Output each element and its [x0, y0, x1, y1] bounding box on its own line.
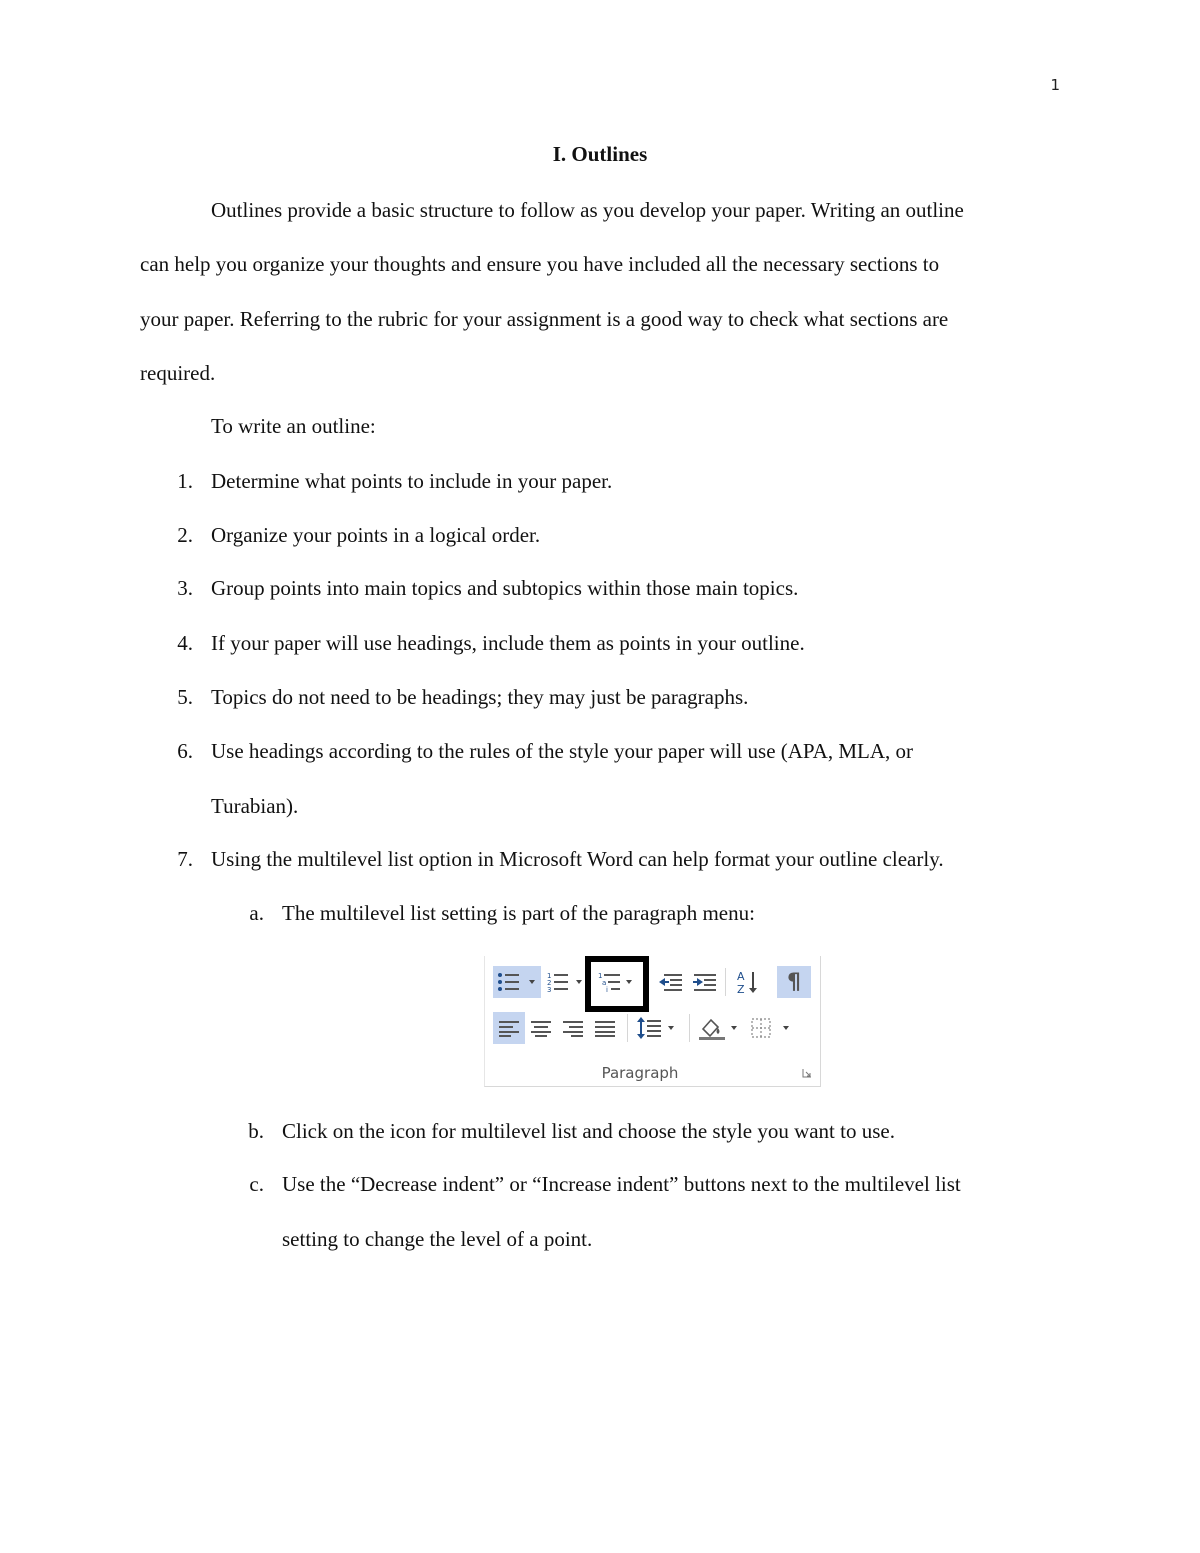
svg-text:1: 1 [598, 972, 603, 980]
sort-icon [734, 969, 760, 995]
justify-icon [594, 1019, 616, 1037]
increase-indent-button[interactable] [689, 966, 721, 998]
list-item-number: 5. [177, 685, 193, 709]
decrease-indent-icon [658, 970, 684, 994]
align-left-button[interactable] [493, 1012, 525, 1044]
ribbon-separator [689, 1014, 690, 1042]
lead-in: To write an outline: [211, 414, 376, 438]
show-hide-marks-button[interactable] [777, 966, 811, 998]
bullets-icon [496, 970, 538, 994]
section-heading: I. Outlines [552, 142, 648, 166]
ribbon-separator [725, 968, 726, 996]
align-right-icon [562, 1019, 584, 1037]
list-item-number: 3. [177, 576, 193, 600]
list-item-number: 1. [177, 469, 193, 493]
svg-text:3: 3 [547, 986, 552, 994]
sort-button[interactable] [731, 966, 763, 998]
center-button[interactable] [525, 1012, 557, 1044]
borders-button[interactable] [747, 1012, 795, 1044]
sublist-item-letter: b. [248, 1119, 264, 1143]
shading-icon [697, 1015, 741, 1041]
sort-glyph-a: A [737, 970, 745, 983]
line-spacing-button[interactable] [633, 1012, 681, 1044]
numbering-icon [546, 970, 584, 994]
intro-line: your paper. Referring to the rubric for your assignment is a good way to check what sections are [140, 307, 949, 331]
list-item-number: 2. [177, 523, 193, 547]
sort-glyph-z: Z [737, 983, 745, 995]
list-item-number: 7. [177, 847, 193, 871]
svg-text:a: a [602, 979, 607, 987]
list-item: Use headings according to the rules of the style your paper will use (APA, MLA, or [211, 739, 913, 763]
sublist-item: The multilevel list setting is part of the paragraph menu: [282, 901, 755, 925]
list-item: Organize your points in a logical order. [211, 523, 541, 547]
numbering-button[interactable] [545, 966, 585, 998]
sublist-item-letter: a. [249, 901, 264, 925]
ribbon-group-label: Paragraph [601, 1064, 679, 1082]
intro-line: required. [140, 361, 216, 385]
sublist-item-letter: c. [249, 1172, 264, 1196]
decrease-indent-button[interactable] [655, 966, 687, 998]
list-item: Using the multilevel list option in Microsoft Word can help format your outline clearly. [211, 847, 944, 871]
justify-button[interactable] [589, 1012, 621, 1044]
align-left-icon [498, 1019, 520, 1037]
list-item-number: 6. [177, 739, 193, 763]
list-item: Topics do not need to be headings; they may just be paragraphs. [211, 685, 749, 709]
svg-text:2: 2 [547, 979, 552, 987]
intro-line: can help you organize your thoughts and ensure you have included all the necessary sections to [140, 252, 940, 276]
list-item: Group points into main topics and subtopics within those main topics. [211, 576, 799, 600]
sublist-item: Use the “Decrease indent” or “Increase indent” buttons next to the multilevel list [282, 1172, 961, 1196]
increase-indent-icon [692, 970, 718, 994]
list-item: Determine what points to include in your paper. [211, 469, 613, 493]
list-item: If your paper will use headings, include them as points in your outline. [211, 631, 805, 655]
align-right-button[interactable] [557, 1012, 589, 1044]
borders-icon [749, 1016, 793, 1040]
paragraph-ribbon-group [484, 956, 821, 1087]
multilevel-highlight-box [585, 956, 649, 1012]
line-spacing-icon [636, 1016, 678, 1040]
intro-line: Outlines provide a basic structure to follow as you develop your paper. Writing an outline [211, 198, 964, 222]
align-center-icon [530, 1019, 552, 1037]
sublist-item-continuation: setting to change the level of a point. [282, 1227, 593, 1251]
ribbon-separator [627, 1014, 628, 1042]
list-item-number: 4. [177, 631, 193, 655]
bullets-button[interactable] [493, 966, 541, 998]
dialog-launcher-icon[interactable] [802, 1068, 812, 1078]
pilcrow-icon: ¶ [787, 969, 801, 995]
list-item-continuation: Turabian). [211, 794, 299, 818]
svg-text:1: 1 [547, 972, 552, 980]
sublist-item: Click on the icon for multilevel list and choose the style you want to use. [282, 1119, 895, 1143]
page-number: 1 [1050, 76, 1060, 94]
svg-text:i: i [606, 986, 608, 994]
shading-button[interactable] [695, 1012, 743, 1044]
